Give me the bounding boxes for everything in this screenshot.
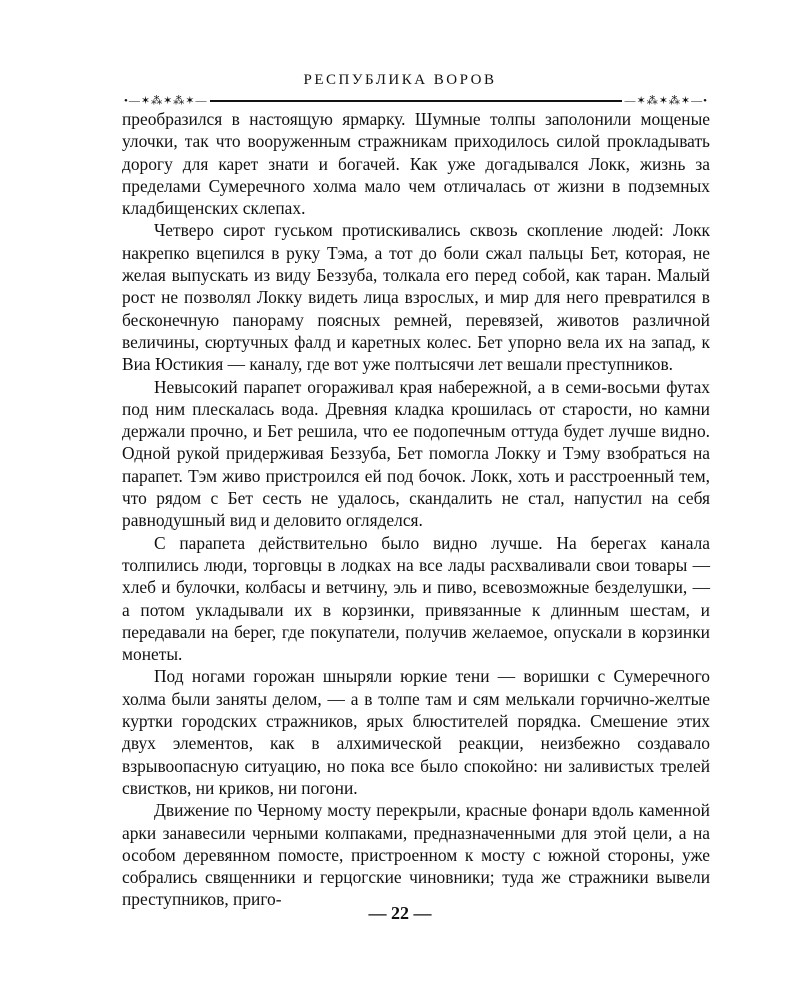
paragraph: Четверо сирот гуськом протискивались сквозь скопление людей: Локк накрепко вцепился в руку Тэма, а тот до боли сжал пальцы Бет, которая, не желая выпускать из виду Беззуба, толкала его перед собой, как таран. Малый рост не позволял Локку видеть лица взрослых, и мир для него превратился в бесконечную панораму поясных ремней, перевязей, животов различной величины, сюртучных фалд и каретных колес. Бет упорно вела их на запад, к Виа Юстикия — каналу, где вот уже полтысячи лет вешали преступников.: [122, 220, 710, 375]
paragraph: С парапета действительно было видно лучше. На берегах канала толпились люди, торговцы в лодках на все лады расхваливали свои товары — хлеб и булочки, колбасы и ветчину, эль и пиво, всевозможные безделушки, — а потом укладывали их в корзинки, привязанные к длинным шестам, и передавали на берег, где покупатели, получив желаемое, опускали в корзинки монеты.: [122, 532, 710, 665]
paragraph: Движение по Черному мосту перекрыли, красные фонари вдоль каменной арки занавесили черными колпаками, предназначенными для этой цели, а на особом деревянном помосте, пристроенном к мосту с южной стороны, уже собрались священники и герцогские чиновники; туда же стражники вывели преступников, приго-: [122, 800, 710, 910]
page-number: — 22 —: [368, 903, 432, 923]
paragraph: Невысокий парапет огораживал края набережной, а в семи-восьми футах под ним плескалась вода. Древняя кладка крошилась от старости, но камни держали прочно, и Бет решила, что ее подопечным оттуда будет лучше видно. Одной рукой придерживая Беззуба, Бет помогла Локку и Тэму взобраться на парапет. Тэм живо пристроился ей под бочок. Локк, хоть и расстроенный тем, что рядом с Бет сесть не удалось, скандалить не стал, напустил на себя равнодушный вид и деловито огляделся.: [122, 376, 710, 531]
paragraph: Под ногами горожан шныряли юркие тени — воришки с Сумеречного холма были заняты делом, — а в толпе там и сям мелькали горчично-желтые куртки городских стражников, ярых блюстителей порядка. Смешение этих двух элементов, как в алхимической реакции, неизбежно создавало взрывоопасную ситуацию, но пока все было спокойно: ни заливистых трелей свистков, ни криков, ни погони.: [122, 666, 710, 798]
body-text: [122, 108, 710, 911]
paragraph-continued: преобразился в настоящую ярмарку. Шумные толпы заполонили мощеные улочки, так что вооруженным стражникам приходилось силой прокладывать дорогу для карет знати и богачей. Как уже догадывался Локк, жизнь за пределами Сумеречного холма мало чем отличалась от жизни в подземных кладбищенских склепах.: [122, 109, 710, 219]
ornament-left-icon: •—✶⁂✶⁂✶—: [124, 95, 208, 107]
header-ornament-rule: [122, 94, 710, 108]
running-title: РЕСПУБЛИКА ВОРОВ: [303, 72, 497, 88]
ornament-right-icon: —✶⁂✶⁂✶—•: [624, 95, 708, 107]
